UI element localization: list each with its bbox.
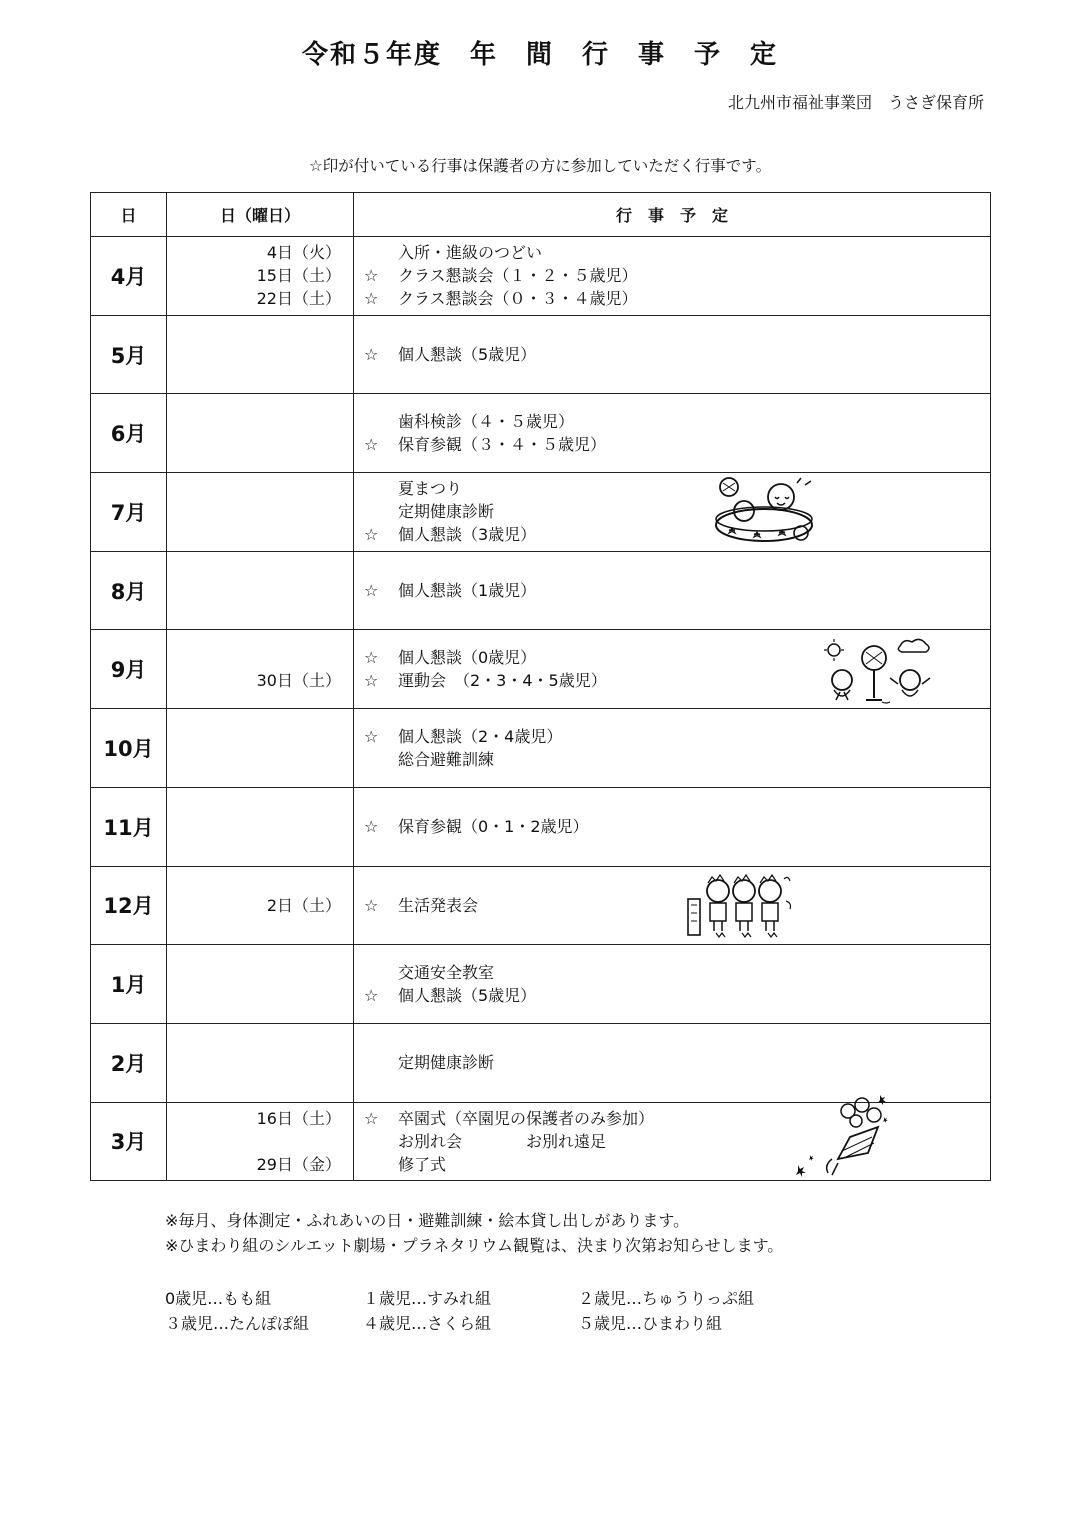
date-cell	[167, 237, 354, 316]
event-item	[364, 477, 990, 500]
star-icon	[364, 1130, 398, 1153]
date-cell	[167, 945, 354, 1024]
star-icon	[364, 1051, 398, 1074]
event-text: 交通安全教室	[398, 963, 495, 983]
event-text: クラス懇談会（０・３・４歳児）	[398, 289, 638, 309]
col-header-month: 日	[91, 193, 167, 237]
date-text	[167, 1130, 341, 1153]
table-row	[91, 630, 991, 709]
star-icon	[364, 748, 398, 771]
event-text: 定期健康診断	[398, 1053, 495, 1073]
star-icon: ☆	[364, 671, 379, 691]
page-title: 令和５年度 年 間 行 事 予 定	[301, 40, 778, 70]
event-text: 保育参観（３・４・５歳児）	[398, 435, 607, 455]
class-groups	[165, 1286, 754, 1336]
event-text: 入所・進級のつどい	[398, 243, 543, 263]
star-icon	[364, 410, 398, 433]
star-icon: ☆	[364, 525, 379, 545]
month-cell: 5月	[91, 315, 167, 394]
event-text: 修了式	[398, 1154, 447, 1174]
col-header-events: 行 事 予 定	[354, 193, 991, 237]
table-row	[91, 394, 991, 473]
star-icon: ☆	[364, 817, 379, 837]
event-text: 定期健康診断	[398, 502, 495, 522]
notes	[165, 1208, 783, 1258]
event-item	[364, 433, 990, 456]
events-cell	[354, 1102, 991, 1181]
group-label: ４歳児…さくら組	[363, 1314, 492, 1333]
month-cell: 6月	[91, 394, 167, 473]
group-label: ５歳児…ひまわり組	[578, 1314, 723, 1333]
date-text: 15日（土）	[256, 266, 341, 286]
event-item	[364, 961, 990, 984]
star-icon: ☆	[364, 726, 379, 746]
events-cell	[354, 1023, 991, 1102]
events-cell	[354, 237, 991, 316]
month-cell: 8月	[91, 551, 167, 630]
event-text: 個人懇談（5歳児）	[398, 986, 537, 1006]
col-header-day: 日（曜日）	[167, 193, 354, 237]
event-text: 個人懇談（5歳児）	[398, 345, 537, 365]
star-icon	[364, 500, 398, 523]
event-text: 卒園式（卒園児の保護者のみ参加）	[398, 1108, 655, 1128]
event-item	[364, 748, 990, 771]
group-label: ２歳児…ちゅうりっぷ組	[578, 1289, 755, 1308]
date-text: 30日（土）	[256, 671, 341, 691]
recital-kids-illustration	[686, 871, 798, 947]
table-row	[91, 866, 991, 945]
events-cell	[354, 551, 991, 630]
date-cell	[167, 1102, 354, 1181]
star-icon: ☆	[364, 266, 379, 286]
note-line: ※ひまわり組のシルエット劇場・プラネタリウム観覧は、決まり次第お知らせします。	[165, 1236, 784, 1255]
events-cell	[354, 787, 991, 866]
star-icon: ☆	[364, 289, 379, 309]
event-text: 総合避難訓練	[398, 749, 495, 769]
star-icon: ☆	[364, 345, 379, 365]
event-text: 個人懇談（0歳児）	[398, 648, 537, 668]
events-cell	[354, 866, 991, 945]
star-icon: ☆	[364, 648, 379, 668]
month-cell: 9月	[91, 630, 167, 709]
month-cell: 10月	[91, 709, 167, 788]
event-item	[364, 410, 990, 433]
schedule-body	[91, 237, 991, 1181]
event-item	[364, 1130, 990, 1153]
month-cell: 11月	[91, 787, 167, 866]
date-text: 2日（土）	[266, 895, 341, 915]
event-item	[364, 815, 990, 838]
event-text: 個人懇談（2・4歳児）	[398, 726, 563, 746]
flower-bouquet-illustration	[792, 1089, 892, 1187]
month-cell: 7月	[91, 473, 167, 552]
date-cell	[167, 551, 354, 630]
note-line: ※毎月、身体測定・ふれあいの日・避難訓練・絵本貸し出しがあります。	[165, 1211, 690, 1230]
star-icon	[364, 961, 398, 984]
table-row	[91, 315, 991, 394]
event-text: 個人懇談（3歳児）	[398, 525, 537, 545]
star-icon: ☆	[364, 435, 379, 455]
events-cell	[354, 315, 991, 394]
month-cell: 1月	[91, 945, 167, 1024]
date-cell	[167, 709, 354, 788]
event-item	[364, 500, 990, 523]
table-header-row	[91, 193, 991, 237]
date-text: 22日（土）	[256, 289, 341, 309]
date-text: 4日（火）	[266, 243, 341, 263]
month-cell: 3月	[91, 1102, 167, 1181]
star-icon	[364, 1153, 398, 1176]
date-cell	[167, 787, 354, 866]
event-item	[364, 894, 990, 917]
event-item	[364, 1051, 990, 1074]
date-text: 16日（土）	[256, 1108, 341, 1128]
schedule-table	[90, 192, 991, 1181]
month-cell: 2月	[91, 1023, 167, 1102]
pool-kids-illustration	[709, 475, 819, 553]
event-text: お別れ会 お別れ遠足	[398, 1131, 607, 1151]
events-cell	[354, 630, 991, 709]
table-row	[91, 1102, 991, 1181]
group-label: １歳児…すみれ組	[363, 1289, 492, 1308]
star-icon: ☆	[364, 581, 379, 601]
month-cell: 4月	[91, 237, 167, 316]
sports-day-illustration	[822, 636, 934, 712]
events-cell	[354, 394, 991, 473]
group-row	[165, 1286, 754, 1311]
table-row	[91, 473, 991, 552]
event-text: 個人懇談（1歳児）	[398, 581, 537, 601]
event-text: 歯科検診（４・５歳児）	[398, 412, 575, 432]
event-item	[364, 1153, 990, 1176]
event-text: 夏まつり	[398, 479, 463, 499]
event-item	[364, 984, 990, 1007]
date-text	[167, 646, 341, 669]
event-item	[364, 1107, 990, 1130]
star-icon: ☆	[364, 1108, 379, 1128]
table-row	[91, 551, 991, 630]
table-row	[91, 709, 991, 788]
event-item	[364, 343, 990, 366]
star-icon: ☆	[364, 986, 379, 1006]
date-cell	[167, 394, 354, 473]
date-text: 29日（金）	[256, 1154, 341, 1174]
event-item	[364, 523, 990, 546]
event-item	[364, 264, 990, 287]
event-item	[364, 579, 990, 602]
events-cell	[354, 709, 991, 788]
group-label: ３歳児…たんぽぽ組	[165, 1314, 310, 1333]
organization-name: 北九州市福祉事業団 うさぎ保育所	[727, 93, 984, 112]
star-icon: ☆	[364, 895, 379, 915]
table-row	[91, 237, 991, 316]
event-text: 運動会 （2・3・4・5歳児）	[398, 671, 607, 691]
event-item	[364, 725, 990, 748]
date-cell	[167, 1023, 354, 1102]
date-cell	[167, 473, 354, 552]
events-cell	[354, 473, 991, 552]
date-cell	[167, 630, 354, 709]
event-text: 保育参観（0・1・2歳児）	[398, 817, 589, 837]
star-icon	[364, 477, 398, 500]
table-row	[91, 787, 991, 866]
star-icon	[364, 241, 398, 264]
event-item	[364, 287, 990, 310]
intro-note: ☆印が付いている行事は保護者の方に参加していただく行事です。	[308, 157, 772, 175]
date-cell	[167, 866, 354, 945]
event-item	[364, 241, 990, 264]
group-label: 0歳児…もも組	[165, 1289, 272, 1308]
event-text: クラス懇談会（１・２・５歳児）	[398, 266, 638, 286]
event-text: 生活発表会	[398, 895, 479, 915]
group-row	[165, 1311, 754, 1336]
events-cell	[354, 945, 991, 1024]
date-cell	[167, 315, 354, 394]
month-cell: 12月	[91, 866, 167, 945]
table-row	[91, 945, 991, 1024]
